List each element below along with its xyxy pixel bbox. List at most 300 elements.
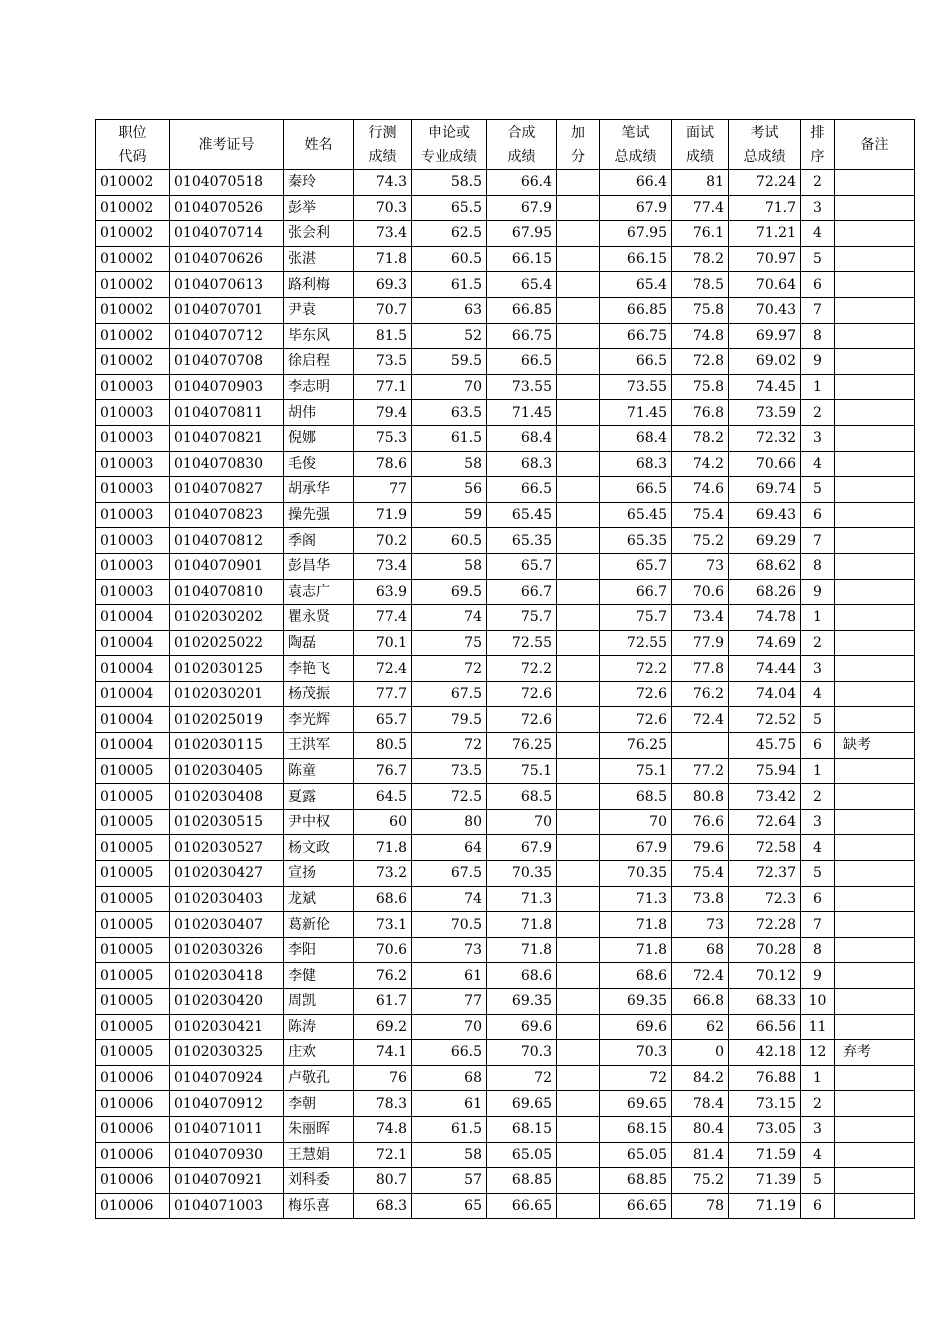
cell-bonus xyxy=(557,963,600,989)
cell-remarks xyxy=(835,477,915,503)
cell-aptitude-score: 73.1 xyxy=(354,912,412,938)
cell-essay-score: 60.5 xyxy=(412,528,487,554)
cell-name: 张会利 xyxy=(284,221,354,247)
cell-interview-score: 73.8 xyxy=(672,886,729,912)
cell-written-total: 68.5 xyxy=(600,784,672,810)
cell-rank: 4 xyxy=(801,835,835,861)
cell-remarks xyxy=(835,707,915,733)
cell-essay-score: 62.5 xyxy=(412,221,487,247)
cell-exam-total: 69.43 xyxy=(729,502,801,528)
col-header-combined-score xyxy=(487,120,557,170)
cell-combined-score: 66.7 xyxy=(487,579,557,605)
cell-interview-score: 78.4 xyxy=(672,1091,729,1117)
header-text: 成绩 xyxy=(507,148,536,165)
cell-ticket-number: 0104070924 xyxy=(170,1065,284,1091)
cell-ticket-number: 0102030515 xyxy=(170,809,284,835)
cell-written-total: 69.35 xyxy=(600,989,672,1015)
cell-aptitude-score: 68.6 xyxy=(354,886,412,912)
cell-ticket-number: 0104070812 xyxy=(170,528,284,554)
cell-interview-score: 78 xyxy=(672,1193,729,1219)
cell-interview-score xyxy=(672,733,729,759)
cell-written-total: 68.15 xyxy=(600,1116,672,1142)
cell-combined-score: 71.8 xyxy=(487,937,557,963)
cell-bonus xyxy=(557,528,600,554)
cell-bonus xyxy=(557,477,600,503)
cell-position-code: 010005 xyxy=(96,1014,170,1040)
cell-rank: 5 xyxy=(801,246,835,272)
cell-rank: 1 xyxy=(801,1065,835,1091)
cell-bonus xyxy=(557,1168,600,1194)
cell-position-code: 010005 xyxy=(96,784,170,810)
header-text: 笔试 xyxy=(621,124,650,141)
cell-bonus xyxy=(557,170,600,196)
cell-remarks xyxy=(835,605,915,631)
cell-combined-score: 65.45 xyxy=(487,502,557,528)
cell-essay-score: 70 xyxy=(412,1014,487,1040)
cell-aptitude-score: 76 xyxy=(354,1065,412,1091)
cell-ticket-number: 0102030201 xyxy=(170,681,284,707)
cell-bonus xyxy=(557,630,600,656)
cell-rank: 9 xyxy=(801,963,835,989)
cell-ticket-number: 0104070901 xyxy=(170,553,284,579)
cell-essay-score: 58.5 xyxy=(412,170,487,196)
cell-written-total: 71.8 xyxy=(600,912,672,938)
cell-ticket-number: 0102030403 xyxy=(170,886,284,912)
cell-remarks xyxy=(835,400,915,426)
header-text: 代码 xyxy=(118,148,147,165)
cell-aptitude-score: 71.8 xyxy=(354,835,412,861)
cell-aptitude-score: 70.3 xyxy=(354,195,412,221)
cell-aptitude-score: 73.2 xyxy=(354,861,412,887)
cell-remarks xyxy=(835,1168,915,1194)
cell-aptitude-score: 60 xyxy=(354,809,412,835)
cell-essay-score: 67.5 xyxy=(412,861,487,887)
cell-position-code: 010002 xyxy=(96,323,170,349)
cell-essay-score: 66.5 xyxy=(412,1040,487,1066)
cell-aptitude-score: 73.4 xyxy=(354,221,412,247)
cell-position-code: 010003 xyxy=(96,528,170,554)
cell-exam-total: 66.56 xyxy=(729,1014,801,1040)
cell-remarks xyxy=(835,323,915,349)
cell-exam-total: 72.28 xyxy=(729,912,801,938)
cell-essay-score: 56 xyxy=(412,477,487,503)
cell-exam-total: 69.74 xyxy=(729,477,801,503)
cell-name: 李健 xyxy=(284,963,354,989)
cell-aptitude-score: 72.4 xyxy=(354,656,412,682)
cell-aptitude-score: 80.5 xyxy=(354,733,412,759)
cell-exam-total: 74.44 xyxy=(729,656,801,682)
cell-combined-score: 76.25 xyxy=(487,733,557,759)
cell-bonus xyxy=(557,912,600,938)
cell-name: 王慧娟 xyxy=(284,1142,354,1168)
cell-position-code: 010004 xyxy=(96,605,170,631)
table-row xyxy=(96,451,915,477)
cell-exam-total: 73.15 xyxy=(729,1091,801,1117)
cell-exam-total: 71.59 xyxy=(729,1142,801,1168)
cell-exam-total: 72.37 xyxy=(729,861,801,887)
cell-written-total: 70.35 xyxy=(600,861,672,887)
cell-name: 路利梅 xyxy=(284,272,354,298)
cell-written-total: 72.6 xyxy=(600,681,672,707)
cell-interview-score: 0 xyxy=(672,1040,729,1066)
table-row xyxy=(96,989,915,1015)
table-row xyxy=(96,272,915,298)
table-row xyxy=(96,809,915,835)
cell-essay-score: 63 xyxy=(412,297,487,323)
cell-interview-score: 78.2 xyxy=(672,246,729,272)
cell-ticket-number: 0102030326 xyxy=(170,937,284,963)
cell-interview-score: 78.5 xyxy=(672,272,729,298)
cell-interview-score: 68 xyxy=(672,937,729,963)
table-row xyxy=(96,1040,915,1066)
cell-ticket-number: 0102030527 xyxy=(170,835,284,861)
cell-ticket-number: 0102030202 xyxy=(170,605,284,631)
cell-bonus xyxy=(557,502,600,528)
cell-bonus xyxy=(557,784,600,810)
cell-bonus xyxy=(557,1091,600,1117)
cell-combined-score: 68.85 xyxy=(487,1168,557,1194)
cell-remarks xyxy=(835,579,915,605)
cell-position-code: 010003 xyxy=(96,451,170,477)
cell-ticket-number: 0102030125 xyxy=(170,656,284,682)
cell-interview-score: 72.4 xyxy=(672,707,729,733)
cell-name: 梅乐喜 xyxy=(284,1193,354,1219)
cell-position-code: 010002 xyxy=(96,272,170,298)
cell-bonus xyxy=(557,579,600,605)
cell-written-total: 68.3 xyxy=(600,451,672,477)
cell-aptitude-score: 77 xyxy=(354,477,412,503)
cell-combined-score: 72.6 xyxy=(487,681,557,707)
cell-remarks: 缺考 xyxy=(835,733,915,759)
table-row xyxy=(96,835,915,861)
cell-aptitude-score: 65.7 xyxy=(354,707,412,733)
cell-essay-score: 59.5 xyxy=(412,349,487,375)
cell-aptitude-score: 71.9 xyxy=(354,502,412,528)
cell-position-code: 010006 xyxy=(96,1065,170,1091)
score-table xyxy=(95,119,915,1219)
cell-name: 秦玲 xyxy=(284,170,354,196)
cell-interview-score: 75.4 xyxy=(672,861,729,887)
cell-rank: 9 xyxy=(801,579,835,605)
cell-ticket-number: 0102030420 xyxy=(170,989,284,1015)
cell-ticket-number: 0102025022 xyxy=(170,630,284,656)
cell-remarks xyxy=(835,809,915,835)
table-row xyxy=(96,349,915,375)
cell-ticket-number: 0104070518 xyxy=(170,170,284,196)
table-row xyxy=(96,1168,915,1194)
cell-position-code: 010005 xyxy=(96,758,170,784)
cell-written-total: 75.7 xyxy=(600,605,672,631)
cell-essay-score: 52 xyxy=(412,323,487,349)
table-row xyxy=(96,374,915,400)
cell-rank: 7 xyxy=(801,297,835,323)
cell-bonus xyxy=(557,553,600,579)
col-header-remarks xyxy=(835,120,915,170)
cell-essay-score: 75 xyxy=(412,630,487,656)
cell-written-total: 70.3 xyxy=(600,1040,672,1066)
cell-interview-score: 75.2 xyxy=(672,1168,729,1194)
cell-rank: 3 xyxy=(801,1116,835,1142)
cell-remarks xyxy=(835,246,915,272)
cell-bonus xyxy=(557,195,600,221)
cell-exam-total: 70.64 xyxy=(729,272,801,298)
cell-combined-score: 66.5 xyxy=(487,349,557,375)
cell-name: 彭举 xyxy=(284,195,354,221)
cell-essay-score: 61.5 xyxy=(412,425,487,451)
cell-remarks xyxy=(835,758,915,784)
cell-ticket-number: 0104070613 xyxy=(170,272,284,298)
col-header-aptitude-score xyxy=(354,120,412,170)
cell-name: 宣扬 xyxy=(284,861,354,887)
cell-rank: 4 xyxy=(801,451,835,477)
cell-position-code: 010002 xyxy=(96,221,170,247)
cell-combined-score: 68.3 xyxy=(487,451,557,477)
cell-ticket-number: 0104070903 xyxy=(170,374,284,400)
cell-essay-score: 57 xyxy=(412,1168,487,1194)
table-row xyxy=(96,758,915,784)
cell-essay-score: 72 xyxy=(412,733,487,759)
cell-ticket-number: 0104071003 xyxy=(170,1193,284,1219)
cell-rank: 4 xyxy=(801,681,835,707)
cell-name: 朱丽晖 xyxy=(284,1116,354,1142)
cell-combined-score: 75.1 xyxy=(487,758,557,784)
cell-bonus xyxy=(557,400,600,426)
cell-written-total: 66.85 xyxy=(600,297,672,323)
cell-ticket-number: 0102030421 xyxy=(170,1014,284,1040)
header-text: 总成绩 xyxy=(743,148,786,165)
table-row xyxy=(96,937,915,963)
cell-bonus xyxy=(557,272,600,298)
cell-bonus xyxy=(557,297,600,323)
cell-name: 毛俊 xyxy=(284,451,354,477)
cell-combined-score: 65.7 xyxy=(487,553,557,579)
cell-exam-total: 73.59 xyxy=(729,400,801,426)
cell-exam-total: 74.04 xyxy=(729,681,801,707)
header-text: 申论或 xyxy=(428,124,470,141)
cell-rank: 5 xyxy=(801,477,835,503)
cell-interview-score: 81.4 xyxy=(672,1142,729,1168)
cell-exam-total: 45.75 xyxy=(729,733,801,759)
cell-essay-score: 61.5 xyxy=(412,1116,487,1142)
cell-interview-score: 77.4 xyxy=(672,195,729,221)
cell-bonus xyxy=(557,221,600,247)
cell-essay-score: 80 xyxy=(412,809,487,835)
cell-exam-total: 68.33 xyxy=(729,989,801,1015)
header-text: 准考证号 xyxy=(198,136,255,153)
cell-position-code: 010002 xyxy=(96,170,170,196)
cell-interview-score: 79.6 xyxy=(672,835,729,861)
cell-bonus xyxy=(557,707,600,733)
cell-exam-total: 69.02 xyxy=(729,349,801,375)
cell-remarks xyxy=(835,553,915,579)
cell-remarks xyxy=(835,502,915,528)
cell-name: 胡伟 xyxy=(284,400,354,426)
cell-exam-total: 72.24 xyxy=(729,170,801,196)
cell-exam-total: 72.32 xyxy=(729,425,801,451)
cell-combined-score: 71.45 xyxy=(487,400,557,426)
cell-combined-score: 65.4 xyxy=(487,272,557,298)
cell-written-total: 71.8 xyxy=(600,937,672,963)
cell-aptitude-score: 74.3 xyxy=(354,170,412,196)
cell-name: 陈涛 xyxy=(284,1014,354,1040)
cell-remarks xyxy=(835,1142,915,1168)
cell-written-total: 66.5 xyxy=(600,349,672,375)
cell-position-code: 010003 xyxy=(96,425,170,451)
cell-aptitude-score: 74.8 xyxy=(354,1116,412,1142)
cell-rank: 2 xyxy=(801,400,835,426)
cell-written-total: 70 xyxy=(600,809,672,835)
cell-remarks xyxy=(835,989,915,1015)
cell-remarks xyxy=(835,681,915,707)
cell-aptitude-score: 81.5 xyxy=(354,323,412,349)
cell-aptitude-score: 61.7 xyxy=(354,989,412,1015)
cell-name: 季阁 xyxy=(284,528,354,554)
cell-rank: 1 xyxy=(801,758,835,784)
cell-exam-total: 71.7 xyxy=(729,195,801,221)
cell-ticket-number: 0104070912 xyxy=(170,1091,284,1117)
header-text: 分 xyxy=(571,148,585,165)
cell-remarks xyxy=(835,630,915,656)
cell-name: 李志明 xyxy=(284,374,354,400)
cell-aptitude-score: 78.3 xyxy=(354,1091,412,1117)
cell-rank: 6 xyxy=(801,733,835,759)
table-row xyxy=(96,912,915,938)
cell-rank: 8 xyxy=(801,937,835,963)
cell-interview-score: 75.4 xyxy=(672,502,729,528)
cell-rank: 2 xyxy=(801,170,835,196)
cell-rank: 5 xyxy=(801,707,835,733)
cell-name: 尹中权 xyxy=(284,809,354,835)
cell-rank: 2 xyxy=(801,1091,835,1117)
table-row xyxy=(96,1142,915,1168)
cell-aptitude-score: 70.7 xyxy=(354,297,412,323)
col-header-ticket-number xyxy=(170,120,284,170)
cell-rank: 2 xyxy=(801,630,835,656)
cell-position-code: 010003 xyxy=(96,579,170,605)
cell-essay-score: 74 xyxy=(412,605,487,631)
cell-essay-score: 77 xyxy=(412,989,487,1015)
cell-aptitude-score: 75.3 xyxy=(354,425,412,451)
cell-combined-score: 73.55 xyxy=(487,374,557,400)
cell-exam-total: 71.21 xyxy=(729,221,801,247)
cell-position-code: 010005 xyxy=(96,989,170,1015)
cell-written-total: 76.25 xyxy=(600,733,672,759)
cell-rank: 7 xyxy=(801,528,835,554)
cell-position-code: 010006 xyxy=(96,1193,170,1219)
cell-aptitude-score: 78.6 xyxy=(354,451,412,477)
cell-name: 袁志广 xyxy=(284,579,354,605)
cell-written-total: 73.55 xyxy=(600,374,672,400)
cell-position-code: 010005 xyxy=(96,835,170,861)
cell-name: 庄欢 xyxy=(284,1040,354,1066)
cell-written-total: 67.9 xyxy=(600,195,672,221)
cell-ticket-number: 0102025019 xyxy=(170,707,284,733)
cell-ticket-number: 0104070921 xyxy=(170,1168,284,1194)
cell-position-code: 010005 xyxy=(96,937,170,963)
cell-ticket-number: 0102030418 xyxy=(170,963,284,989)
cell-written-total: 71.45 xyxy=(600,400,672,426)
header-text: 专业成绩 xyxy=(421,148,477,165)
header-text: 面试 xyxy=(686,124,714,141)
cell-name: 胡承华 xyxy=(284,477,354,503)
cell-ticket-number: 0104070930 xyxy=(170,1142,284,1168)
table-row xyxy=(96,886,915,912)
cell-remarks xyxy=(835,912,915,938)
cell-remarks xyxy=(835,272,915,298)
cell-interview-score: 80.4 xyxy=(672,1116,729,1142)
header-text: 序 xyxy=(810,148,825,165)
cell-combined-score: 67.9 xyxy=(487,195,557,221)
cell-combined-score: 72.55 xyxy=(487,630,557,656)
cell-remarks xyxy=(835,963,915,989)
cell-combined-score: 72 xyxy=(487,1065,557,1091)
cell-combined-score: 71.3 xyxy=(487,886,557,912)
table-row xyxy=(96,425,915,451)
cell-remarks xyxy=(835,1014,915,1040)
cell-combined-score: 66.75 xyxy=(487,323,557,349)
cell-rank: 6 xyxy=(801,272,835,298)
cell-interview-score: 77.2 xyxy=(672,758,729,784)
cell-interview-score: 62 xyxy=(672,1014,729,1040)
cell-written-total: 75.1 xyxy=(600,758,672,784)
cell-bonus xyxy=(557,656,600,682)
table-row xyxy=(96,477,915,503)
cell-remarks xyxy=(835,374,915,400)
cell-essay-score: 72.5 xyxy=(412,784,487,810)
cell-combined-score: 66.5 xyxy=(487,477,557,503)
cell-remarks xyxy=(835,451,915,477)
cell-rank: 12 xyxy=(801,1040,835,1066)
cell-rank: 3 xyxy=(801,195,835,221)
cell-name: 尹袁 xyxy=(284,297,354,323)
cell-remarks xyxy=(835,656,915,682)
cell-written-total: 65.4 xyxy=(600,272,672,298)
cell-remarks xyxy=(835,195,915,221)
cell-remarks xyxy=(835,1065,915,1091)
cell-aptitude-score: 70.1 xyxy=(354,630,412,656)
cell-written-total: 72.55 xyxy=(600,630,672,656)
cell-written-total: 66.65 xyxy=(600,1193,672,1219)
cell-name: 瞿永贤 xyxy=(284,605,354,631)
cell-essay-score: 68 xyxy=(412,1065,487,1091)
cell-combined-score: 70.3 xyxy=(487,1040,557,1066)
cell-remarks xyxy=(835,886,915,912)
cell-bonus xyxy=(557,1014,600,1040)
cell-interview-score: 73 xyxy=(672,553,729,579)
cell-interview-score: 72.8 xyxy=(672,349,729,375)
cell-exam-total: 68.62 xyxy=(729,553,801,579)
cell-exam-total: 72.58 xyxy=(729,835,801,861)
cell-essay-score: 79.5 xyxy=(412,707,487,733)
header-text: 合成 xyxy=(507,124,536,141)
cell-combined-score: 69.6 xyxy=(487,1014,557,1040)
cell-essay-score: 58 xyxy=(412,553,487,579)
table-row xyxy=(96,1116,915,1142)
cell-rank: 7 xyxy=(801,912,835,938)
cell-bonus xyxy=(557,451,600,477)
cell-name: 杨文政 xyxy=(284,835,354,861)
col-header-rank xyxy=(801,120,835,170)
cell-combined-score: 68.5 xyxy=(487,784,557,810)
cell-written-total: 65.05 xyxy=(600,1142,672,1168)
cell-exam-total: 74.78 xyxy=(729,605,801,631)
cell-essay-score: 74 xyxy=(412,886,487,912)
table-row xyxy=(96,579,915,605)
col-header-name xyxy=(284,120,354,170)
cell-bonus xyxy=(557,349,600,375)
cell-ticket-number: 0102030325 xyxy=(170,1040,284,1066)
cell-combined-score: 65.05 xyxy=(487,1142,557,1168)
